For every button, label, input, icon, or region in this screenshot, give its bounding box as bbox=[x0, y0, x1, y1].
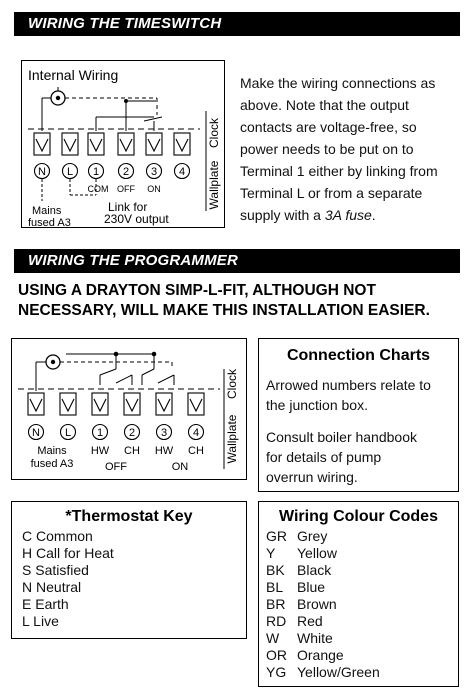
programmer-wiring-diagram bbox=[11, 338, 247, 480]
colour-code: BR bbox=[266, 596, 286, 612]
hw-on-label: HW bbox=[154, 445, 174, 457]
diagram-title: Internal Wiring bbox=[28, 67, 119, 83]
key-code: C bbox=[22, 528, 33, 544]
colour-code-row bbox=[266, 562, 331, 578]
banner-title: WIRING THE TIMESWITCH bbox=[28, 15, 222, 32]
description-line bbox=[240, 204, 465, 226]
thermostat-key-title: *Thermostat Key bbox=[65, 508, 193, 525]
connection-charts-paragraph-2 bbox=[266, 427, 456, 487]
colour-code: YG bbox=[266, 664, 287, 680]
simplefit-note bbox=[18, 281, 463, 321]
colour-code-row bbox=[266, 664, 380, 680]
colour-code-row bbox=[266, 528, 327, 544]
colour-label: Yellow bbox=[297, 545, 337, 561]
thermostat-key-row bbox=[22, 579, 81, 595]
connection-charts-paragraph-1 bbox=[266, 375, 456, 415]
colour-code: BK bbox=[266, 562, 285, 578]
thermostat-key-row bbox=[22, 528, 93, 544]
section-banner-programmer bbox=[14, 249, 460, 273]
terminal-n-label: N bbox=[38, 166, 46, 178]
off-label: OFF bbox=[105, 461, 127, 473]
colour-label: Brown bbox=[297, 596, 337, 612]
ch-on-label: CH bbox=[188, 445, 204, 457]
colour-code: BL bbox=[266, 579, 284, 595]
colour-label: Red bbox=[297, 613, 323, 629]
key-code: N bbox=[22, 579, 33, 595]
colour-code-row bbox=[266, 596, 337, 612]
colour-code: OR bbox=[266, 647, 287, 663]
colour-label: Orange bbox=[297, 647, 344, 663]
on-label: ON bbox=[147, 184, 161, 194]
terminal-2-label: 2 bbox=[122, 166, 130, 178]
key-label: Earth bbox=[35, 596, 69, 612]
timeswitch-description bbox=[240, 72, 465, 226]
link-label-1: Link for bbox=[108, 200, 148, 214]
colour-label: Blue bbox=[297, 579, 326, 595]
thermostat-key-box bbox=[11, 501, 247, 639]
on-label: ON bbox=[171, 461, 189, 473]
key-label: Common bbox=[36, 528, 93, 544]
description-line: Terminal L or from a separate bbox=[240, 185, 423, 201]
connection-charts-box bbox=[258, 338, 459, 492]
wallplate-label: Wallplate bbox=[225, 414, 239, 464]
key-code: E bbox=[22, 596, 32, 612]
colour-code: RD bbox=[266, 613, 287, 629]
terminal-n-label: N bbox=[32, 427, 40, 439]
mains-label: Mains bbox=[37, 445, 67, 457]
description-text: . bbox=[371, 207, 376, 223]
thermostat-key-row bbox=[22, 545, 114, 561]
description-text: supply with a bbox=[240, 207, 325, 223]
wiring-colour-codes-title: Wiring Colour Codes bbox=[279, 508, 438, 525]
key-label: Call for Heat bbox=[36, 545, 114, 561]
colour-code: GR bbox=[266, 528, 287, 544]
key-label: Satisfied bbox=[35, 562, 89, 578]
fused-label: fused A3 bbox=[30, 458, 74, 470]
colour-code-row bbox=[266, 613, 323, 629]
text-line: overrun wiring. bbox=[266, 469, 358, 485]
colour-code: Y bbox=[266, 545, 276, 561]
terminal-1-label: 1 bbox=[96, 427, 104, 439]
text-line: Consult boiler handbook bbox=[266, 429, 417, 445]
text-line: Arrowed numbers relate to bbox=[266, 377, 431, 393]
fuse-emphasis: 3A fuse bbox=[324, 207, 372, 223]
clock-label: Clock bbox=[225, 368, 239, 400]
colour-label: White bbox=[297, 630, 333, 646]
off-label: OFF bbox=[117, 184, 135, 194]
clock-label: Clock bbox=[207, 117, 221, 149]
timeswitch-diagram-svg bbox=[22, 61, 224, 227]
terminal-4-label: 4 bbox=[178, 166, 186, 178]
wallplate-label: Wallplate bbox=[207, 160, 221, 210]
description-line: Terminal 1 either by linking from bbox=[240, 163, 438, 179]
terminal-3-label: 3 bbox=[160, 427, 168, 439]
hw-off-label: HW bbox=[90, 445, 110, 457]
banner-title: WIRING THE PROGRAMMER bbox=[28, 252, 239, 269]
terminal-l-label: L bbox=[66, 166, 74, 178]
colour-code: W bbox=[266, 630, 280, 646]
ch-off-label: CH bbox=[124, 445, 140, 457]
timeswitch-wiring-diagram bbox=[21, 60, 225, 228]
thermostat-key-row bbox=[22, 562, 89, 578]
text-line: for details of pump bbox=[266, 449, 382, 465]
text-line: the junction box. bbox=[266, 397, 368, 413]
mains-label: Mains bbox=[32, 205, 62, 217]
colour-label: Yellow/Green bbox=[297, 664, 380, 680]
connection-charts-title: Connection Charts bbox=[286, 347, 431, 364]
fused-label: fused A3 bbox=[28, 217, 71, 227]
colour-code-row bbox=[266, 647, 344, 663]
description-line: Make the wiring connections as bbox=[240, 75, 436, 91]
description-line: contacts are voltage-free, so bbox=[240, 119, 417, 135]
wiring-colour-codes-box bbox=[258, 501, 459, 687]
link-label-2: 230V output bbox=[104, 212, 169, 226]
com-label: COM bbox=[87, 184, 109, 194]
programmer-diagram-svg bbox=[12, 339, 246, 479]
terminal-3-label: 3 bbox=[150, 166, 158, 178]
key-code: H bbox=[22, 545, 33, 561]
key-label: Live bbox=[33, 613, 59, 629]
note-line: USING A DRAYTON SIMP-L-FIT, ALTHOUGH NOT bbox=[18, 282, 376, 299]
note-line: NECESSARY, WILL MAKE THIS INSTALLATION EASIER. bbox=[18, 302, 430, 319]
thermostat-key-row bbox=[22, 596, 69, 612]
section-banner-timeswitch bbox=[14, 12, 460, 36]
colour-code-row bbox=[266, 579, 325, 595]
colour-label: Grey bbox=[297, 528, 328, 544]
description-line: power needs to be put on to bbox=[240, 141, 414, 157]
colour-code-row bbox=[266, 545, 337, 561]
terminal-4-label: 4 bbox=[192, 427, 200, 439]
key-code: L bbox=[22, 613, 30, 629]
terminal-l-label: L bbox=[64, 427, 72, 439]
colour-code-row bbox=[266, 630, 333, 646]
terminal-1-label: 1 bbox=[92, 166, 100, 178]
colour-label: Black bbox=[297, 562, 332, 578]
description-line: above. Note that the output bbox=[240, 97, 409, 113]
thermostat-key-row bbox=[22, 613, 59, 629]
terminal-2-label: 2 bbox=[128, 427, 136, 439]
key-label: Neutral bbox=[36, 579, 82, 595]
key-code: S bbox=[22, 562, 32, 578]
